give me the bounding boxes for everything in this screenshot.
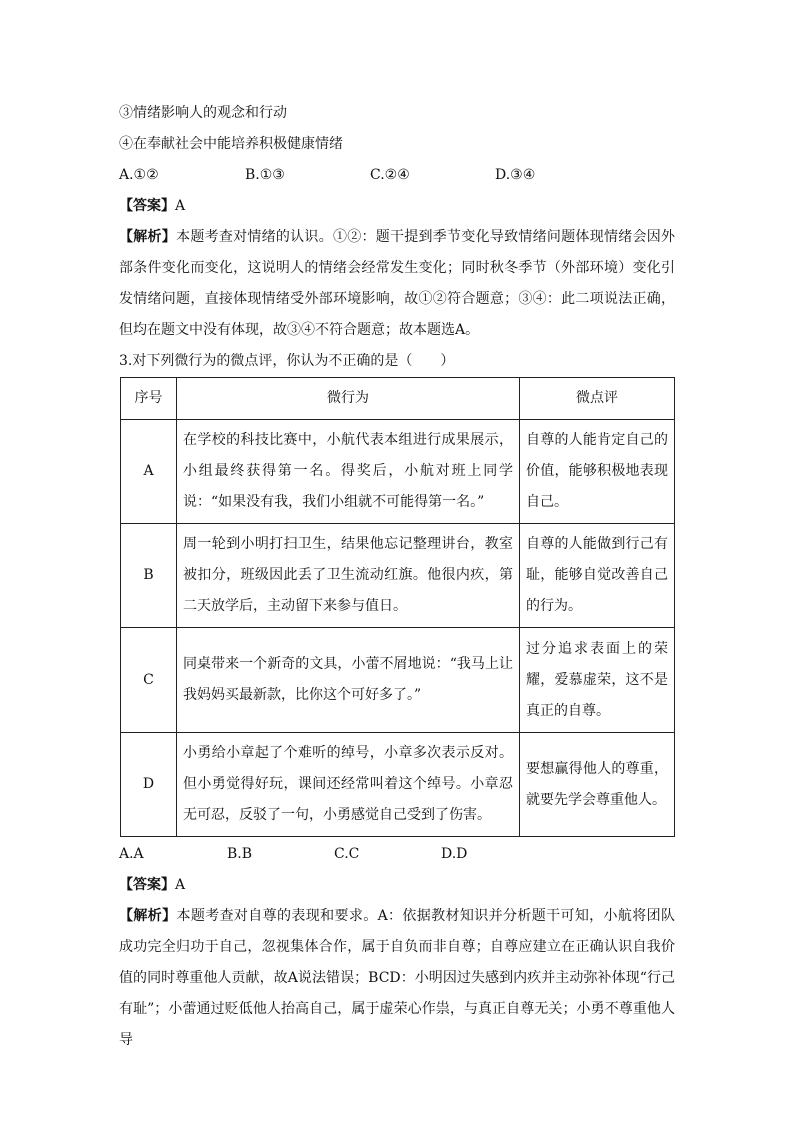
row-behavior: 周一轮到小明打扫卫生，结果他忘记整理讲台，教室被扣分，班级因此丢了卫生流动红旗。他很内疚，第二天放学后，主动留下来参与值日。 xyxy=(177,524,520,628)
table-row xyxy=(121,733,675,837)
table-row xyxy=(121,524,675,628)
row-id: D xyxy=(121,733,177,837)
row-comment: 要想赢得他人的尊重，就要先学会尊重他人。 xyxy=(520,733,675,837)
answer-label: 【答案】 xyxy=(119,877,175,893)
answer-value: A xyxy=(175,198,186,214)
behavior-table xyxy=(120,377,675,837)
q2-choice-c: C.②④ xyxy=(370,167,410,183)
row-behavior: 同桌带来一个新奇的文具，小蕾不屑地说：“我马上让我妈妈买最新款，比你这个可好多了。” xyxy=(177,628,520,733)
analysis-label: 【解析】 xyxy=(119,229,177,245)
table-row xyxy=(121,628,675,733)
q2-answer xyxy=(119,196,185,216)
header-index: 序号 xyxy=(121,378,177,420)
q2-choice-b: B.①③ xyxy=(245,167,285,183)
header-behavior: 微行为 xyxy=(177,378,520,420)
q2-analysis xyxy=(119,222,675,346)
row-id: B xyxy=(121,524,177,628)
row-comment: 自尊的人能肯定自己的价值，能够积极地表现自己。 xyxy=(520,420,675,524)
row-id: C xyxy=(121,628,177,733)
option-item-3: ③情绪影响人的观念和行动 xyxy=(119,105,287,121)
analysis-label: 【解析】 xyxy=(119,908,177,924)
option-item-4: ④在奉献社会中能培养积极健康情绪 xyxy=(119,136,343,152)
q3-choice-c: C.C xyxy=(334,846,360,862)
row-id: A xyxy=(121,420,177,524)
analysis-text: 本题考查对情绪的认识。①②：题干提到季节变化导致情绪问题体现情绪会因外部条件变化而变化，这说明人的情绪会经常发生变化；同时秋冬季节（外部环境）变化引发情绪问题，直接体现情绪受外部环境影响，故①②符合题意；③④：此二项说法正确，但均在题文中没有体现，故③④不符合题意；故本题选A。 xyxy=(119,229,676,338)
q3-choice-d: D.D xyxy=(441,846,468,862)
q3-choice-b: B.B xyxy=(227,846,253,862)
row-comment: 过分追求表面上的荣耀，爱慕虚荣，这不是真正的自尊。 xyxy=(520,628,675,733)
table-header-row xyxy=(121,378,675,420)
q3-analysis xyxy=(119,901,675,1056)
q3-answer xyxy=(119,875,185,895)
q3-choice-a: A.A xyxy=(119,846,144,862)
q2-choice-d: D.③④ xyxy=(495,167,536,183)
row-comment: 自尊的人能做到行己有耻，能够自觉改善自己的行为。 xyxy=(520,524,675,628)
q3-stem: 3.对下列微行为的微点评，你认为不正确的是（ ） xyxy=(119,353,455,369)
answer-value: A xyxy=(175,877,186,893)
table-row xyxy=(121,420,675,524)
q2-choice-a: A.①② xyxy=(119,167,159,183)
answer-label: 【答案】 xyxy=(119,198,175,214)
row-behavior: 在学校的科技比赛中，小航代表本组进行成果展示，小组最终获得第一名。得奖后，小航对班上同学说：“如果没有我，我们小组就不可能得第一名。” xyxy=(177,420,520,524)
row-behavior: 小勇给小章起了个难听的绰号，小章多次表示反对。但小勇觉得好玩，课间还经常叫着这个绰号。小章忍无可忍，反驳了一句，小勇感觉自己受到了伤害。 xyxy=(177,733,520,837)
header-comment: 微点评 xyxy=(520,378,675,420)
analysis-text: 本题考查对自尊的表现和要求。A：依据教材知识并分析题干可知，小航将团队成功完全归功于自己，忽视集体合作，属于自负而非自尊；自尊应建立在正确认识自我价值的同时尊重他人贡献，故A说法错误；BCD：小明因过失感到内疚并主动弥补体现“行己有耻”；小蕾通过贬低他人抬高自己，属于虚荣心作祟，与真正自尊无关；小勇不尊重他人导 xyxy=(119,908,676,1048)
